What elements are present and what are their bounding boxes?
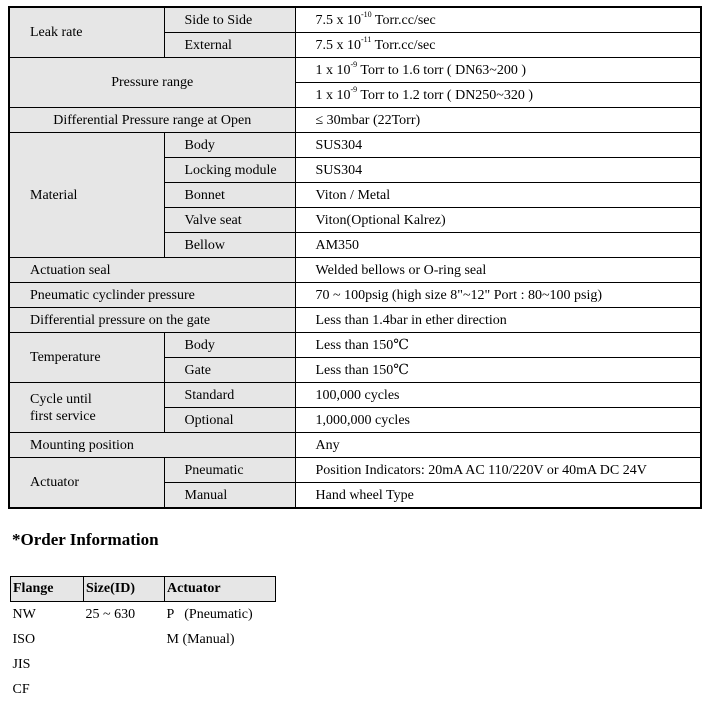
sub-label-locking-module: Locking module xyxy=(164,158,295,183)
sub-label-temp-body: Body xyxy=(164,333,295,358)
value-pneumatic: Position Indicators: 20mA AC 110/220V or 40mA DC 24V xyxy=(295,458,701,483)
row-label-cycle: Cycle until first service xyxy=(9,383,164,433)
value-valve-seat: Viton(Optional Kalrez) xyxy=(295,208,701,233)
cell-actuator xyxy=(165,677,276,702)
sub-label-standard: Standard xyxy=(164,383,295,408)
sub-label-bellow: Bellow xyxy=(164,233,295,258)
row-label-leak-rate: Leak rate xyxy=(9,7,164,58)
value-mounting: Any xyxy=(295,433,701,458)
value-leak-external: 7.5 x $10^{-11}$ Torr.cc/sec xyxy=(295,33,701,58)
value-material-body: SUS304 xyxy=(295,133,701,158)
table-row xyxy=(9,383,701,408)
row-label-pressure-range: Pressure range xyxy=(9,58,295,108)
value-bonnet: Viton / Metal xyxy=(295,183,701,208)
sub-label-manual: Manual xyxy=(164,483,295,509)
table-row xyxy=(9,258,701,283)
row-label-temperature: Temperature xyxy=(9,333,164,383)
row-label-actuation-seal: Actuation seal xyxy=(9,258,295,283)
value-bellow: AM350 xyxy=(295,233,701,258)
cell-actuator: P (Pneumatic) xyxy=(166,606,253,622)
cell-size xyxy=(84,677,165,702)
value-pressure-range-2: 1 x $10^{-9}$ Torr to 1.2 torr ( DN250~320 ) xyxy=(295,83,701,108)
sub-label-valve-seat: Valve seat xyxy=(164,208,295,233)
table-row xyxy=(9,58,701,83)
sub-label-pneumatic: Pneumatic xyxy=(164,458,295,483)
cell-flange: ISO xyxy=(12,631,36,647)
order-information-heading: *Order Information xyxy=(12,530,159,549)
row-label-mounting: Mounting position xyxy=(9,433,295,458)
value-temp-body: Less than 150℃ xyxy=(295,333,701,358)
sub-label-bonnet: Bonnet xyxy=(164,183,295,208)
table-row xyxy=(9,283,701,308)
cell-actuator: M (Manual) xyxy=(166,631,235,647)
row-label-diff-open: Differential Pressure range at Open xyxy=(9,108,295,133)
header-actuator: Actuator xyxy=(165,577,276,602)
table-row xyxy=(9,7,701,33)
table-row xyxy=(9,308,701,333)
row-label-material: Material xyxy=(9,133,164,258)
cell-flange: NW xyxy=(12,606,36,622)
cell-flange: JIS xyxy=(12,656,31,672)
row-label-actuator: Actuator xyxy=(9,458,164,509)
cell-size: 25 ~ 630 xyxy=(85,606,136,622)
table-row xyxy=(9,108,701,133)
table-row xyxy=(11,652,276,677)
value-standard: 100,000 cycles xyxy=(295,383,701,408)
order-header-row xyxy=(11,577,276,602)
value-diff-open: ≤ 30mbar (22Torr) xyxy=(295,108,701,133)
cell-actuator xyxy=(165,652,276,677)
header-size: Size(ID) xyxy=(84,577,165,602)
value-actuation-seal: Welded bellows or O-ring seal xyxy=(295,258,701,283)
header-flange: Flange xyxy=(11,577,84,602)
sub-label-optional: Optional xyxy=(164,408,295,433)
table-row xyxy=(11,602,276,628)
cell-flange: CF xyxy=(12,681,30,697)
table-row xyxy=(11,627,276,652)
value-optional: 1,000,000 cycles xyxy=(295,408,701,433)
table-row xyxy=(11,677,276,702)
sub-label-temp-gate: Gate xyxy=(164,358,295,383)
sub-label-external: External xyxy=(164,33,295,58)
sub-label-material-body: Body xyxy=(164,133,295,158)
value-locking-module: SUS304 xyxy=(295,158,701,183)
table-row xyxy=(9,433,701,458)
table-row xyxy=(9,333,701,358)
cell-size xyxy=(84,627,165,652)
value-temp-gate: Less than 150℃ xyxy=(295,358,701,383)
value-manual: Hand wheel Type xyxy=(295,483,701,509)
value-pneumatic-pressure: 70 ~ 100psig (high size 8"~12" Port : 80~100 psig) xyxy=(295,283,701,308)
row-label-pneumatic-pressure: Pneumatic cyclinder pressure xyxy=(9,283,295,308)
cell-size xyxy=(84,652,165,677)
value-leak-side: 7.5 x $10^{-10}$ Torr.cc/sec xyxy=(295,7,701,33)
value-pressure-range-1: 1 x $10^{-9}$ Torr to 1.6 torr ( DN63~200 ) xyxy=(295,58,701,83)
table-row xyxy=(9,133,701,158)
sub-label-side-to-side: Side to Side xyxy=(164,7,295,33)
order-table xyxy=(10,576,276,702)
spec-table xyxy=(8,6,702,509)
table-row xyxy=(9,458,701,483)
row-label-diff-gate: Differential pressure on the gate xyxy=(9,308,295,333)
value-diff-gate: Less than 1.4bar in ether direction xyxy=(295,308,701,333)
